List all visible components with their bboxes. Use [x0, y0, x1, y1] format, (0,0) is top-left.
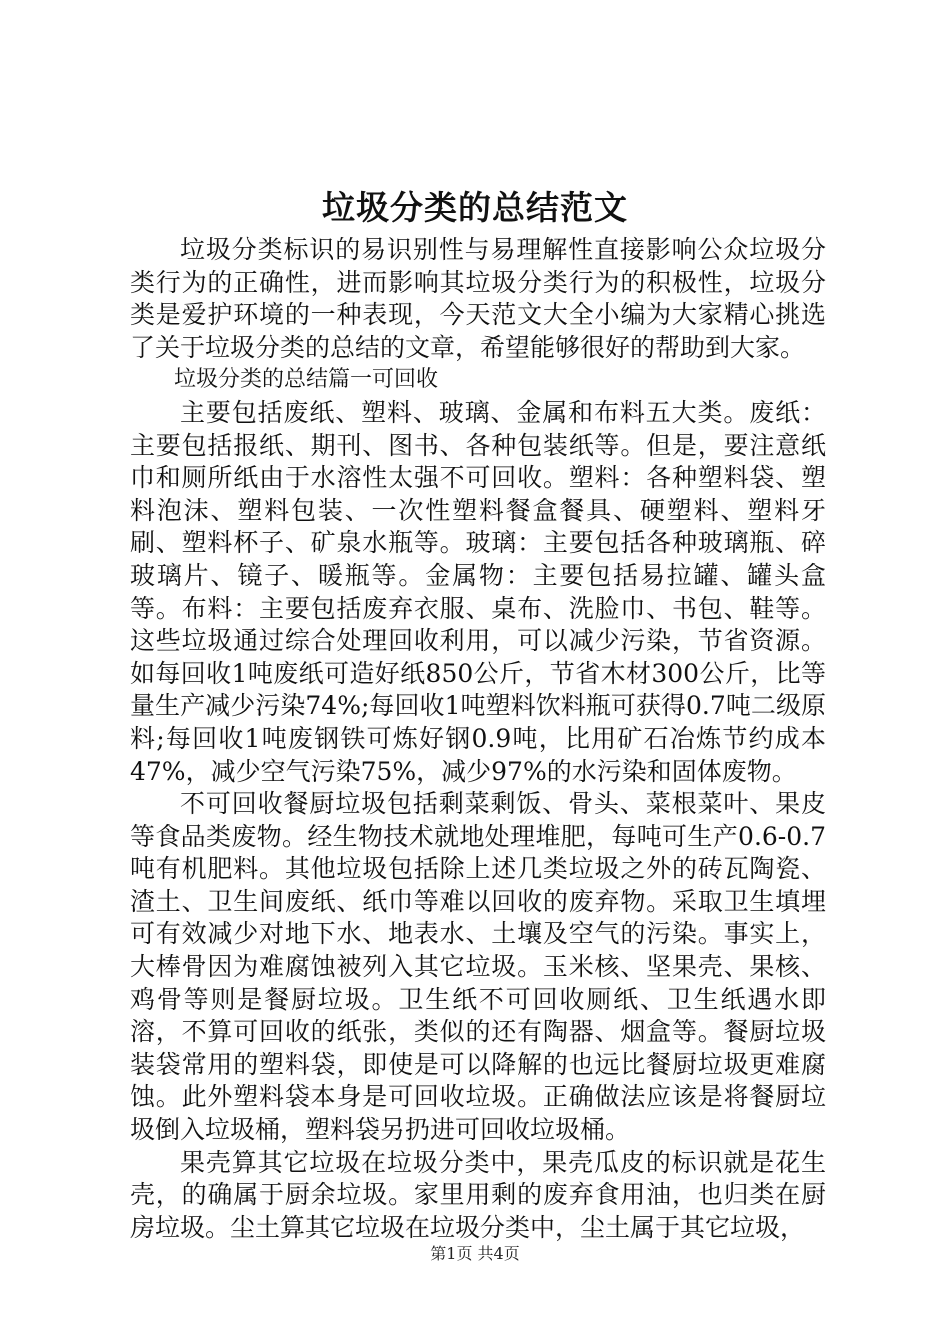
shells-paragraph: 果壳算其它垃圾在垃圾分类中，果壳瓜皮的标识就是花生壳，的确属于厨余垃圾。家里用剩的废弃食用油，也归类在厨房垃圾。尘土算其它垃圾在垃圾分类中，尘土属于其它垃圾， — [130, 1147, 826, 1242]
document-title: 垃圾分类的总结范文 — [322, 188, 628, 227]
intro-paragraph: 垃圾分类标识的易识别性与易理解性直接影响公众垃圾分类行为的正确性，进而影响其垃圾分类行为的积极性，垃圾分类是爱护环境的一种表现，今天范文大全小编为大家精心挑选了关于垃圾分类的总结的文章，希望能够很好的帮助到大家。 — [130, 235, 826, 362]
section-heading: 垃圾分类的总结篇一可回收 — [174, 367, 439, 393]
document-body — [130, 234, 826, 1244]
recyclable-paragraph: 主要包括废纸、塑料、玻璃、金属和布料五大类。废纸：主要包括报纸、期刊、图书、各种包装纸等。但是，要注意纸巾和厕所纸由于水溶性太强不可回收。塑料：各种塑料袋、塑料泡沫、塑料包装、一次性塑料餐盒餐具、硬塑料、塑料牙刷、塑料杯子、矿泉水瓶等。玻璃：主要包括各种玻璃瓶、碎玻璃片、镜子、暖瓶等。金属物：主要包括易拉罐、罐头盒等。布料：主要包括废弃衣服、桌布、洗脸巾、书包、鞋等。这些垃圾通过综合处理回收利用，可以减少污染，节省资源。如每回收1吨废纸可造好纸850公斤，节省木材300公斤，比等量生产减少污染74%;每回收1吨塑料饮料瓶可获得0.7吨二级原料;每回收1吨废钢铁可炼好钢0.9吨，比用矿石冶炼节约成本47%，减少空气污染75%，减少97%的水污染和固体废物。 — [130, 397, 826, 786]
page-footer: 第1页 共4页 — [430, 1244, 520, 1263]
non-recyclable-paragraph: 不可回收餐厨垃圾包括剩菜剩饭、骨头、菜根菜叶、果皮等食品类废物。经生物技术就地处理堆肥，每吨可生产0.6-0.7吨有机肥料。其他垃圾包括除上述几类垃圾之外的砖瓦陶瓷、渣土、卫生间废纸、纸巾等难以回收的废弃物。采取卫生填埋可有效减少对地下水、地表水、土壤及空气的污染。事实上，大棒骨因为难腐蚀被列入其它垃圾。玉米核、坚果壳、果核、鸡骨等则是餐厨垃圾。卫生纸不可回收厕纸、卫生纸遇水即溶，不算可回收的纸张，类似的还有陶器、烟盒等。餐厨垃圾装袋常用的塑料袋，即使是可以降解的也远比餐厨垃圾更难腐蚀。此外塑料袋本身是可回收垃圾。正确做法应该是将餐厨垃圾倒入垃圾桶，塑料袋另扔进可回收垃圾桶。 — [130, 789, 826, 1145]
